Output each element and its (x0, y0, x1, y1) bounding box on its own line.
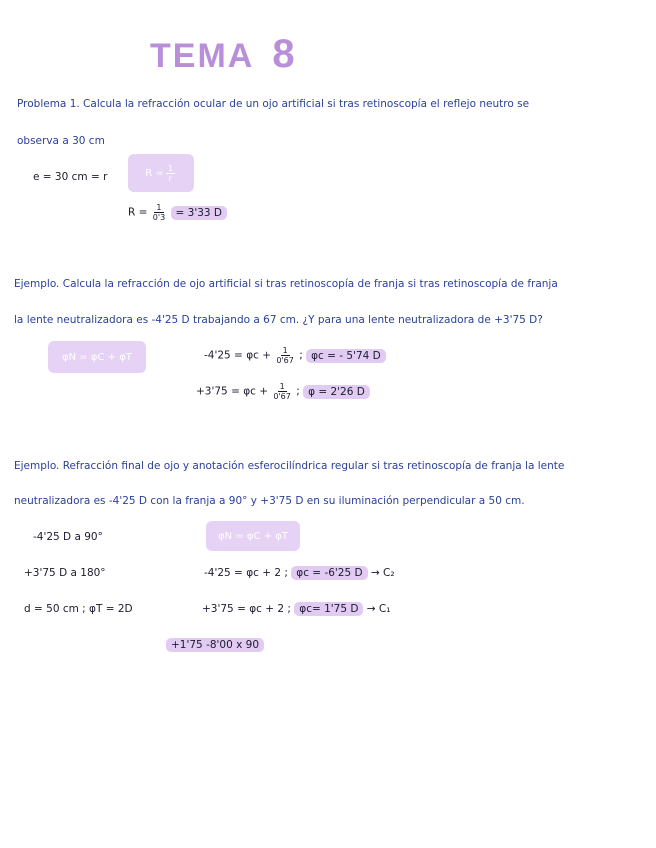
ejemplo2-line1: Ejemplo. Refracción final de ojo y anotación esferocilíndrica regular si tras retinoscopía de franja la lente (14, 460, 565, 472)
formula-lhs: R = (145, 167, 164, 179)
eq2-lhs: +3'75 = φc + (196, 385, 272, 398)
problema1-calc (128, 203, 227, 222)
problema1-line2: observa a 30 cm (17, 135, 105, 147)
ejemplo2-data2: +3'75 D a 180° (24, 567, 106, 579)
formula-fraction (166, 164, 175, 183)
ex2-eq1-lhs: -4'25 = φc + 2 ; (204, 567, 292, 579)
calc-num: 1 (156, 203, 162, 212)
calc-result: = 3'33 D (171, 206, 228, 220)
ejemplo2-eq1 (204, 567, 395, 579)
eq2-sep: ; (296, 385, 304, 398)
ejemplo2-eq2 (202, 603, 390, 615)
ex2-eq1-arrow: → C₂ (367, 567, 395, 579)
calc-lhs: R = (128, 206, 151, 219)
formula-box-neutral: φN = φC + φT (48, 341, 146, 373)
ejemplo1-line2: la lente neutralizadora es -4'25 D trabajando a 67 cm. ¿Y para una lente neutralizadora de +3'75 D? (14, 314, 543, 326)
ejemplo2-data3: d = 50 cm ; φT = 2D (24, 603, 133, 615)
title-text: TEMA (150, 37, 255, 75)
ejemplo1-line1: Ejemplo. Calcula la refracción de ojo artificial si tras retinoscopía de franja si tras retinoscopía de franja (14, 278, 558, 290)
eq2-num: 1 (279, 382, 285, 391)
final-prescription: +1'75 -8'00 x 90 (166, 638, 264, 652)
eq1-lhs: -4'25 = φc + (204, 349, 275, 362)
problema1-line1: Problema 1. Calcula la refracción ocular de un ojo artificial si tras retinoscopía el reflejo neutro se (17, 98, 530, 110)
ex2-eq1-result: φc = -6'25 D (291, 566, 367, 580)
eq1-result: φc = - 5'74 D (306, 349, 386, 363)
ex2-eq2-arrow: → C₁ (363, 603, 391, 615)
ejemplo2-line2: neutralizadora es -4'25 D con la franja a 90° y +3'75 D en su iluminación perpendicular a 50 cm. (14, 495, 525, 507)
ex2-eq2-result: φc= 1'75 D (294, 602, 363, 616)
page-title (150, 32, 297, 77)
formula-box-neutral-2: φN = φC + φT (206, 521, 300, 551)
calc-fraction (153, 203, 165, 222)
formula-den: r (168, 173, 172, 183)
formula-box-refraction (128, 154, 194, 192)
formula-num: 1 (167, 163, 173, 173)
eq2-fraction (273, 382, 290, 401)
problema1-given: e = 30 cm = r (33, 171, 108, 183)
eq1-fraction (276, 346, 293, 365)
ejemplo2-final (166, 639, 264, 651)
title-number: 8 (272, 32, 297, 76)
calc-den: 0'3 (152, 213, 166, 222)
ejemplo1-eq2 (196, 382, 370, 401)
eq1-num: 1 (282, 346, 288, 355)
eq2-den: 0'67 (273, 392, 291, 401)
ex2-eq2-lhs: +3'75 = φc + 2 ; (202, 603, 295, 615)
eq2-result: φ = 2'26 D (303, 385, 370, 399)
eq1-den: 0'67 (276, 356, 294, 365)
eq1-sep: ; (299, 349, 307, 362)
ejemplo2-data1: -4'25 D a 90° (33, 531, 103, 543)
ejemplo1-eq1 (204, 346, 386, 365)
